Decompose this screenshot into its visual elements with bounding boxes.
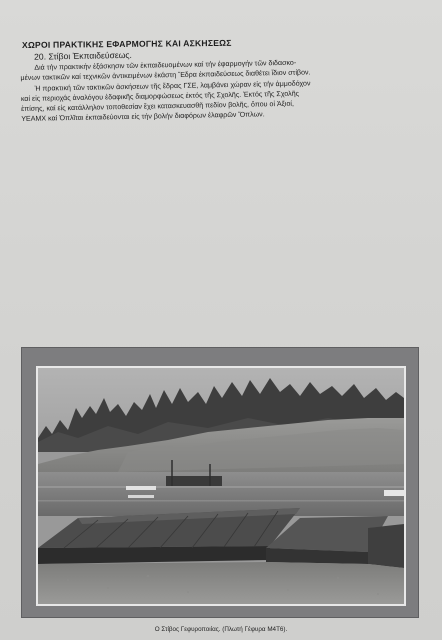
paragraph-line: ἐπίσης, καί εἰς κατάλληλον τοποθεσίαν ἔχει κατασκευασθῆ πεδίον βολῆς, ὅπου οἱ Ἀξιοί, xyxy=(21,99,295,114)
paragraph-line: Ἡ πρακτική τῶν τακτικῶν ἀσκήσεων τῆς ἕδρας ΓΣΕ, λαμβάνει χώραν εἰς τήν ἀμμοδόχον xyxy=(34,79,311,93)
paragraph-line: ΥΕΑΜΧ καί Ὁπλῖται ἐκπαιδεύονται εἰς τήν βολήν διαφόρων ἐλαφρῶν Ὅπλων. xyxy=(21,110,265,124)
photo-frame xyxy=(21,347,419,618)
paragraph-line: Διά τήν πρακτικήν ἐξάσκησιν τῶν ἐκπαιδευομένων καί τήν ἐφαρμογήν τῶν διδασκο- xyxy=(34,58,297,72)
paragraph-line: καί εἰς περιοχάς ἀναλόγου ἐδαφικῆς διαμορφώσεως ἐκτός τῆς Σχολῆς. Ἐκτός τῆς Σχολῆς xyxy=(20,89,300,103)
subsection-title: 20. Στίβοι Ἐκπαιδεύσεως. xyxy=(33,49,132,62)
section-heading: ΧΩΡΟΙ ΠΡΑΚΤΙΚΗΣ ΕΦΑΡΜΟΓΗΣ ΚΑΙ ΑΣΚΗΣΕΩΣ xyxy=(21,37,232,50)
photo-caption: Ο Στίβος Γεφυροποιίας. (Πλωτή Γέφυρα Μ4Τ6). xyxy=(154,626,288,633)
paragraph-line: μένων τακτικῶν καί τεχνικῶν ἀντικειμένων ἑκάστη Ἕδρα ἐκπαιδεύσεως διαθέτει ἴδιον στίβον. xyxy=(20,68,311,83)
body-text xyxy=(20,44,431,124)
bridge-photo xyxy=(36,366,406,606)
